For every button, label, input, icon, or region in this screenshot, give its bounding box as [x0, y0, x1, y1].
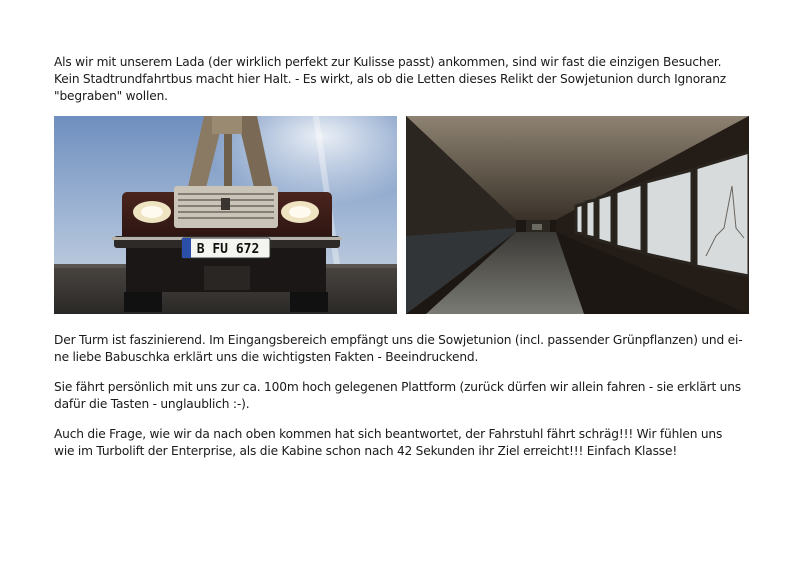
paragraph-tower: [54, 332, 754, 366]
text-line: Als wir mit unserem Lada (der wirklich perfekt zur Kulisse passt) ankommen, sind wir fast die einzigen Besucher.: [54, 55, 722, 69]
paragraph-intro: [54, 54, 754, 105]
text-line: Auch die Frage, wie wir da nach oben kommen hat sich beantwortet, der Fahrstuhl fährt schräg!!! Wir fühlen uns: [54, 427, 723, 441]
tunnel-photo: [406, 116, 749, 314]
text-line: wie im Turbolift der Enterprise, als die Kabine schon nach 42 Sekunden ihr Ziel erreicht!!! Einfach Klasse!: [54, 444, 678, 458]
text-line: "begraben" wollen.: [54, 89, 168, 103]
text-line: Kein Stadtrundfahrtbus macht hier Halt. - Es wirkt, als ob die Letten dieses Relikt der Sowjetunion durch Ignoranz: [54, 72, 727, 86]
lada-car-photo: [54, 116, 397, 314]
paragraph-ride: [54, 379, 754, 413]
text-line: Sie fährt persönlich mit uns zur ca. 100m hoch gelegenen Plattform (zurück dürfen wir allein fahren - sie erklärt uns: [54, 380, 742, 394]
text-line: Der Turm ist faszinierend. Im Eingangsbereich empfängt uns die Sowjetunion (incl. passender Grünpflanzen) und ei-: [54, 333, 743, 347]
text-line: ne liebe Babuschka erklärt uns die wichtigsten Fakten - Beeindruckend.: [54, 350, 479, 364]
license-plate: B FU 672: [196, 242, 260, 257]
text-line: dafür die Tasten - unglaublich :-).: [54, 397, 250, 411]
paragraph-lift: [54, 426, 754, 460]
